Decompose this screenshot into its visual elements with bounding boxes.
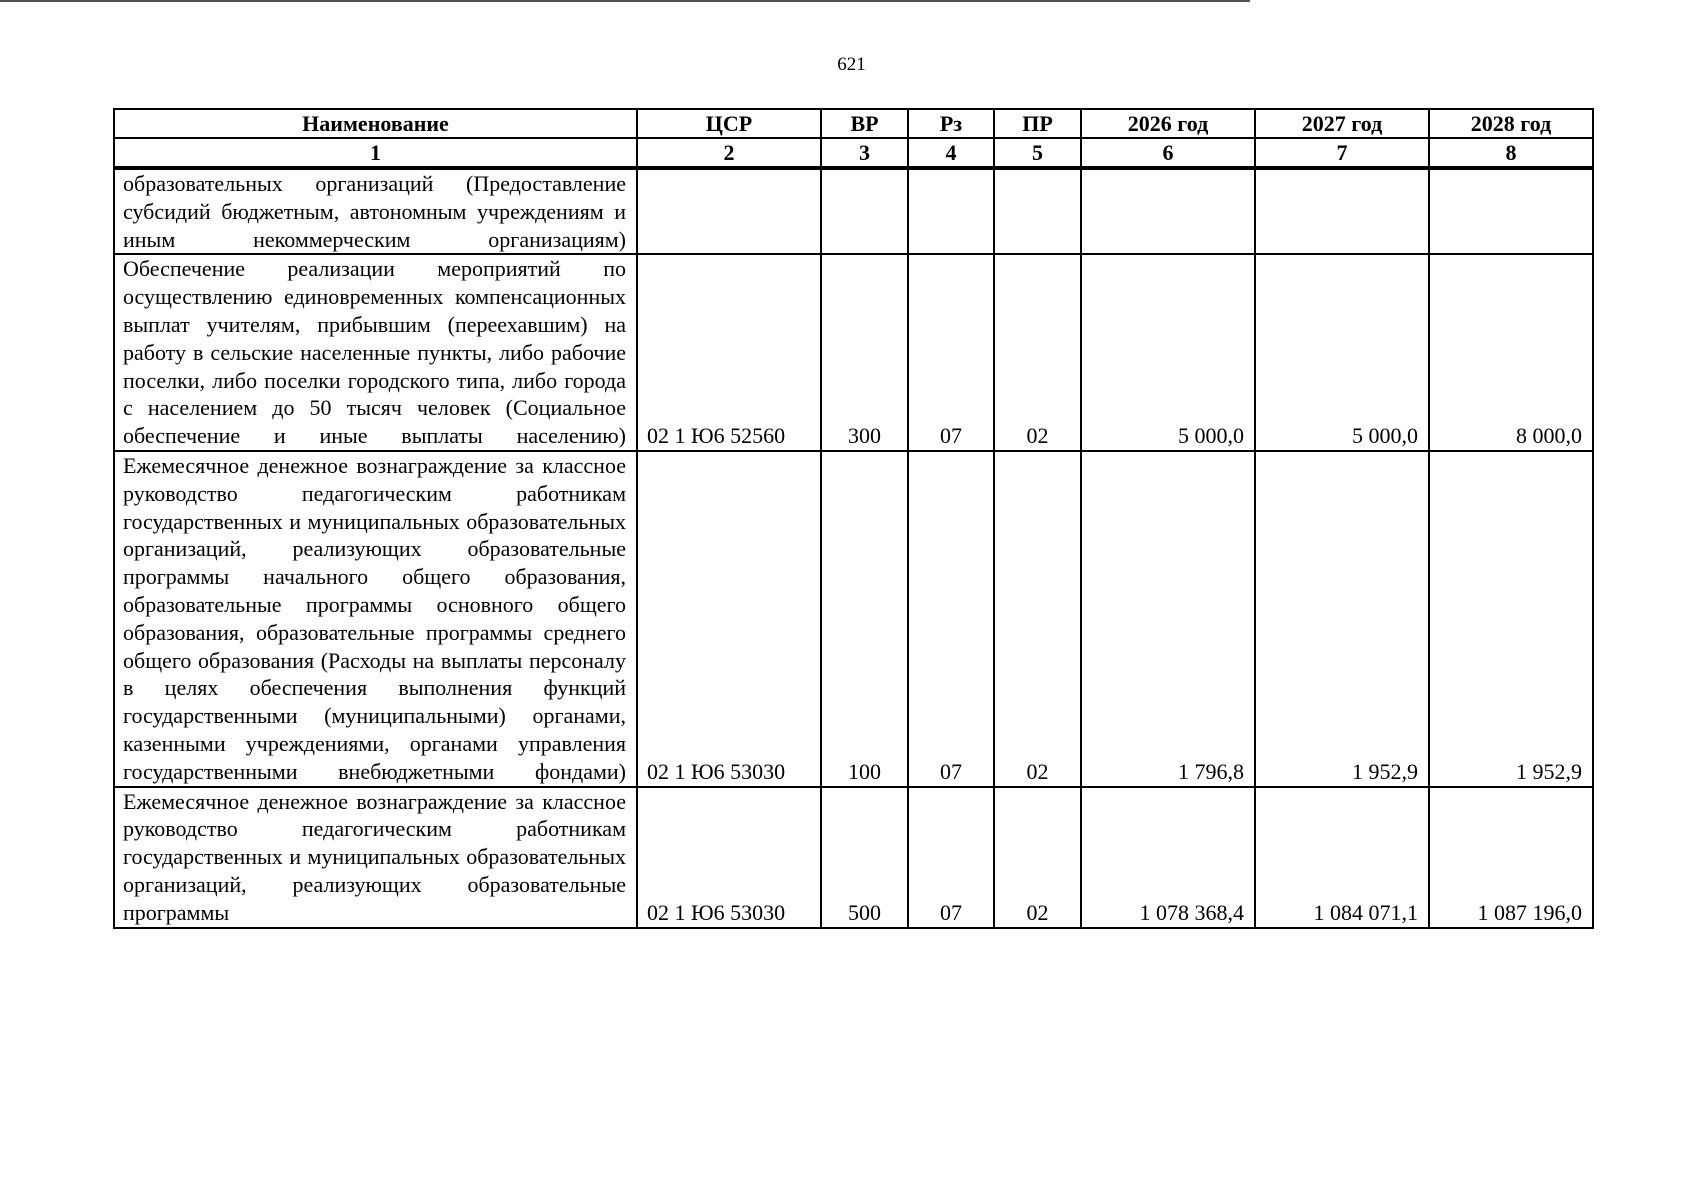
header-2026: 2026 год (1081, 109, 1255, 138)
row-csr: 02 1 Ю6 53030 (637, 451, 821, 787)
header-row (114, 109, 1593, 138)
row-amount-2028: 8 000,0 (1429, 254, 1593, 451)
row-vr: 500 (821, 787, 908, 928)
header-name: Наименование (114, 109, 637, 138)
column-number: 7 (1255, 138, 1429, 168)
row-amount-2027: 5 000,0 (1255, 254, 1429, 451)
table-row (114, 787, 1593, 928)
row-amount-2026: 1 078 368,4 (1081, 787, 1255, 928)
budget-table (113, 108, 1594, 929)
column-number: 8 (1429, 138, 1593, 168)
row-amount-2026: 5 000,0 (1081, 254, 1255, 451)
header-rz: Рз (908, 109, 994, 138)
row-rz: 07 (908, 787, 994, 928)
row-pr: 02 (994, 787, 1081, 928)
header-pr: ПР (994, 109, 1081, 138)
row-vr: 100 (821, 451, 908, 787)
column-number: 5 (994, 138, 1081, 168)
column-number: 1 (114, 138, 637, 168)
row-vr (821, 168, 908, 254)
header-vr: ВР (821, 109, 908, 138)
row-rz: 07 (908, 451, 994, 787)
page-number: 621 (837, 54, 866, 75)
row-vr: 300 (821, 254, 908, 451)
column-number-row (114, 138, 1593, 168)
column-number: 4 (908, 138, 994, 168)
row-amount-2028: 1 087 196,0 (1429, 787, 1593, 928)
column-number: 2 (637, 138, 821, 168)
row-name: Ежемесячное денежное вознаграждение за классное руководство педагогическим работникам государственных и муниципальных образовательных организаций, реализующих образовательные программы (114, 787, 637, 928)
header-2027: 2027 год (1255, 109, 1429, 138)
row-amount-2027: 1 084 071,1 (1255, 787, 1429, 928)
table-row (114, 451, 1593, 787)
row-amount-2026: 1 796,8 (1081, 451, 1255, 787)
row-csr (637, 168, 821, 254)
row-amount-2027: 1 952,9 (1255, 451, 1429, 787)
column-number: 6 (1081, 138, 1255, 168)
row-name: Обеспечение реализации мероприятий по осуществлению единовременных компенсационных выплат учителям, прибывшим (переехавшим) на работу в сельские населенные пункты, либо рабочие поселки, либо поселки городского типа, либо города с населением до 50 тысяч человек (Социальное обеспечение и иные выплаты населению) (114, 254, 637, 451)
column-number: 3 (821, 138, 908, 168)
row-pr: 02 (994, 451, 1081, 787)
row-rz (908, 168, 994, 254)
header-2028: 2028 год (1429, 109, 1593, 138)
row-name: образовательных организаций (Предоставление субсидий бюджетным, автономным учреждениям и иным некоммерческим организациям) (114, 168, 637, 254)
header-csr: ЦСР (637, 109, 821, 138)
row-name: Ежемесячное денежное вознаграждение за классное руководство педагогическим работникам государственных и муниципальных образовательных организаций, реализующих образовательные программы начального общего образования, образовательные программы основного общего образования, образовательные программы среднего общего образования (Расходы на выплаты персоналу в целях обеспечения выполнения функций государственными (муниципальными) органами, казенными учреждениями, органами управления государственными внебюджетными фондами) (114, 451, 637, 787)
row-pr (994, 168, 1081, 254)
row-pr: 02 (994, 254, 1081, 451)
row-amount-2028 (1429, 168, 1593, 254)
row-rz: 07 (908, 254, 994, 451)
row-csr: 02 1 Ю6 53030 (637, 787, 821, 928)
table-row (114, 254, 1593, 451)
row-amount-2027 (1255, 168, 1429, 254)
row-amount-2026 (1081, 168, 1255, 254)
row-csr: 02 1 Ю6 52560 (637, 254, 821, 451)
table-row (114, 168, 1593, 254)
page-top-rule (0, 0, 1250, 2)
row-amount-2028: 1 952,9 (1429, 451, 1593, 787)
